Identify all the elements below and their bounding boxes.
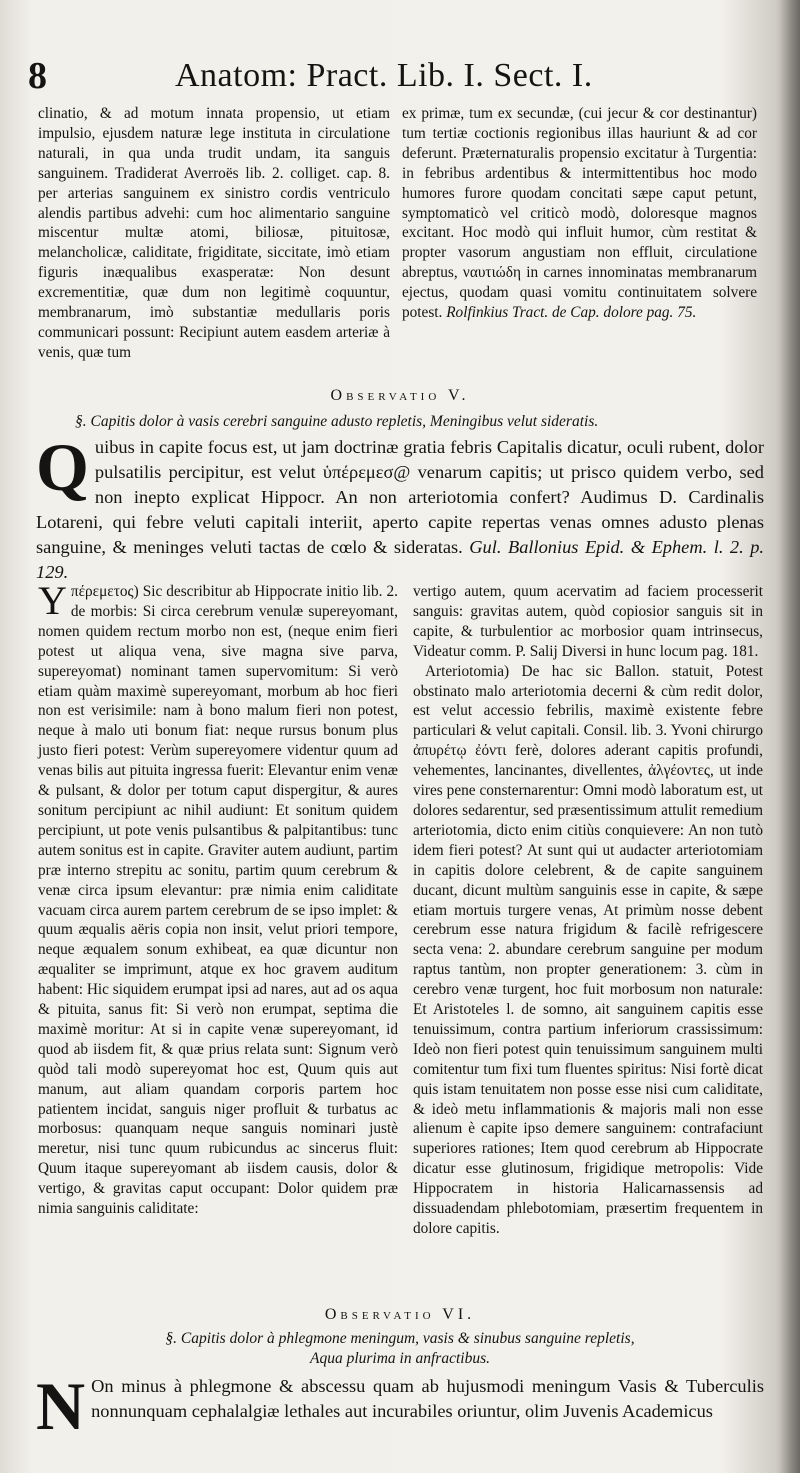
observation-6-subtitle-line-2: Aqua plurima in anfractibus. (310, 1350, 490, 1367)
observation-6-title: Observatio VI. (324, 1306, 476, 1323)
top-left-column (38, 104, 390, 363)
top-right-text: ex primæ, tum ex secundæ, (cui jecur & cor destinantur) tum tertiæ coctionis regionibus illas hauriunt & ad cor deferunt. Præternaturalis propensio excitatur à Turgentia: in febribus ardentibus & intermittentibus hoc modo humores furore quodam concitati sæpe caput petunt, symptomaticò vel criticò modò, doloresque magnos excitant. Hoc modò qui influit humor, cùm restitat & propter vasorum angustiam non effluit, circulatione abreptus, ναυτιώδη in carnes innominatas membranarum ejectus, quodam quasi vomitu continuitatem solvere potest. (402, 105, 757, 322)
observation-5-subtitle: §. Capitis dolor à vasis cerebri sanguine adusto repletis, Meningibus velut sideratis. (75, 413, 599, 430)
commentary-left-column (38, 578, 398, 1219)
observation-5-dropcap: Q (36, 429, 89, 505)
top-right-column (402, 104, 757, 323)
top-right-citation: Rolfinkius Tract. de Cap. dolore pag. 75. (446, 304, 697, 322)
observation-5-title: Observatio V. (330, 387, 470, 404)
observation-5-body (36, 429, 764, 585)
commentary-right-text-1: vertigo autem, quum acervatim ad faciem processerit sanguis: gravitas autem, quòd copiosior sanguis sit in capite, & turbulentior ac morbosior quam intrinsecus, Videatur comm. P. Salij Diversi in hunc locum pag. 181. (413, 583, 763, 660)
observation-6-text: On minus à phlegmone & abscessu quam ab hujusmodi meningum Vasis & Tuberculis nonnunquam cephalalgiæ lethales aut incurabiles oriuntur, olim Juvenis Academicus (91, 1376, 764, 1421)
observation-6-body (36, 1368, 764, 1444)
commentary-right-text-2: Arteriotomia) De hac sic Ballon. statuit, Potest obstinato malo arteriotomia decerni & cùm redit dolor, est velut accessio febrilis, maximè existente febre particulari & velut capitali. Consil. lib. 3. Yvoni chirurgo ἀπυρέτῳ ἐόντι ferè, dolores aderant capitis profundi, vehementes, lancinantes, divellentes, ἀλγέοντες, ut inde vires pene consternarentur: Omni modò laboratum est, ut dolores sedarentur, sed præsentissimum attulit remedium arteriotomia, dicto enim citiùs conquievere: An non tutò idem fieri potest? At sunt qui ut audacter arteriotomiam in capitis dolore celebrent, & de capite sanguinem ducant, dicunt multùm sanguinis esse in capite, & sæpe etiam mortuis turgere venas, At primùm nosse debent cerebrum esse natura frigidum & facilè refrigescere secta vena: 2. abundare cerebrum sanguine per modum raptus tantùm, non propter generationem: 3. cùm in cerebro venæ turgent, hoc fuit morbosum non naturale: Et Aristoteles l. de somno, ait sanguinem capitis esse tenuissimum, contra partium inferiorum crassissimum: Ideò non fieri potest quin tenuissimum sanguinem multi comitentur tum fixi tum fluentes spiritus: Nisi fortè dicat quis istam tenuitatem non posse esse nisi cum caliditate, & ideò metu inflammationis & majoris mali non esse alienum è capite ipso demere sanguinem: contrafaciunt superiores rationes; Item quod cerebrum ab Hippocrate dicatur esse glutinosum, frigidique metropolis: Vide Hippocratem in historia Halicarnassensis ad dissuadendam phlebotomiam, præsertim frequentem in dolore capitis. (413, 662, 763, 1237)
commentary-dropcap: Y (38, 578, 67, 623)
page-number: 8 (28, 55, 47, 97)
commentary-left-text: πέρεμετος) Sic describitur ab Hippocrate initio lib. 2. de morbis: Si circa cerebrum venulæ supereyomant, nomen quidem rectum morbo non est, (neque enim fieri potest ut aliqua vena, sive magna sive parva, supereyomat) nominant tamen supervomitum: Si verò etiam quàm maximè supereyomant, morbum ab hoc fieri non est verisimile: nam à bono malum fieri non potest, neque à malo uti bonum fiat: neque rursus bonum plus justo fieri potest: Verùm supereyomere videntur quum ad venas bilis aut pituita ingressa fuerit: Elevantur enim venæ & pulsant, & dolor per totum caput dispergitur, & aures sonitum percipiunt ac nihil audiunt: Et sonitum quidem percipiunt, ut pote venis pulsantibus & palpitantibus: tunc autem sonitus est in capite. Graviter autem audiunt, partim præ interno strepitu ac sonitu, partim quum cerebrum & venæ circa ipsum elevantur: præ nimia enim caliditate vacuam circa aurem partem cerebrum de se ipso implet: & quum æqualis aëris copia non insit, velut priori tempore, neque æqualem sonum exhibeat, ea quæ dicuntur non æqualiter se imprimunt, atque ex hoc gravem auditum habent: Hic siquidem erumpat ipsi ad nares, aut ad os aqua & pituita, sanus fit: Si verò non erumpat, septima die maximè moritur: At si in capite venæ supereyomant, id quod ab iisdem fit, & quæ prius relata sunt: Signum verò quòd tali modò supereyomat hoc est, Quum quis aut manum, aut aliam quandam corporis partem hoc patientem incidat, sanguis niger profluit & turbatus ac morbosus: quanquam neque sanguis nominari justè meretur, nisi tunc quum rubicundus ac sincerus fluit: Quum itaque supereyomant ab iisdem causis, dolor & vertigo, & gravitas caput occupant: Dolor quidem præ nimia sanguinis caliditate: (38, 583, 398, 1218)
observation-6-dropcap: N (36, 1368, 86, 1444)
observation-5-text: uibus in capite focus est, ut jam doctrinæ gratia febris Capitalis dicatur, oculi rubent, dolor pulsatilis percipitur, est velut ὑπέρεμεσ@ venarum capitis; ut prisco quidem verbo, sed non inepto explicat Hippocr. An non arteriotomia confert? Audimus D. Cardinalis Lotareni, qui febre veluti capitali interiit, aperto capite repertas venas omnes adusto plenas sanguine, & meninges veluti tactas de cœlo & sideratas. (36, 437, 764, 557)
page-header (20, 52, 720, 104)
observation-6-subtitle (40, 1329, 760, 1369)
commentary-right-column (413, 582, 763, 1239)
observation-5-citation: Gul. Ballonius Epid. & Ephem. l. 2. p. 129. (36, 537, 764, 582)
page-edge-shadow (780, 0, 800, 1473)
top-left-text: clinatio, & ad motum innata propensio, ut etiam impulsio, ejusdem naturæ lege instituta in circulatione naturali, in qua unda trudit undam, ita sanguis sanguinem. Tradiderat Averroës lib. 2. colliget. cap. 8. per arterias sanguinem ex sinistro cordis ventriculo alendis partibus advehi: cum hoc alimentario sanguine miscentur multæ atomi, biliosæ, pituitosæ, melancholicæ, caliditate, frigiditate, siccitate, imò etiam figuris inæqualibus exasperatæ: Non desunt excrementitiæ, quæ dum non legitimè coquuntur, membranarum, imò substantiæ medullaris poris communicari possunt: Recipiunt autem easdem arteriæ à venis, quæ tum (38, 105, 390, 361)
running-head: Anatom: Pract. Lib. I. Sect. I. (175, 57, 593, 94)
observation-6-subtitle-line-1: §. Capitis dolor à phlegmone meningum, vasis & sinubus sanguine repletis, (165, 1330, 635, 1347)
